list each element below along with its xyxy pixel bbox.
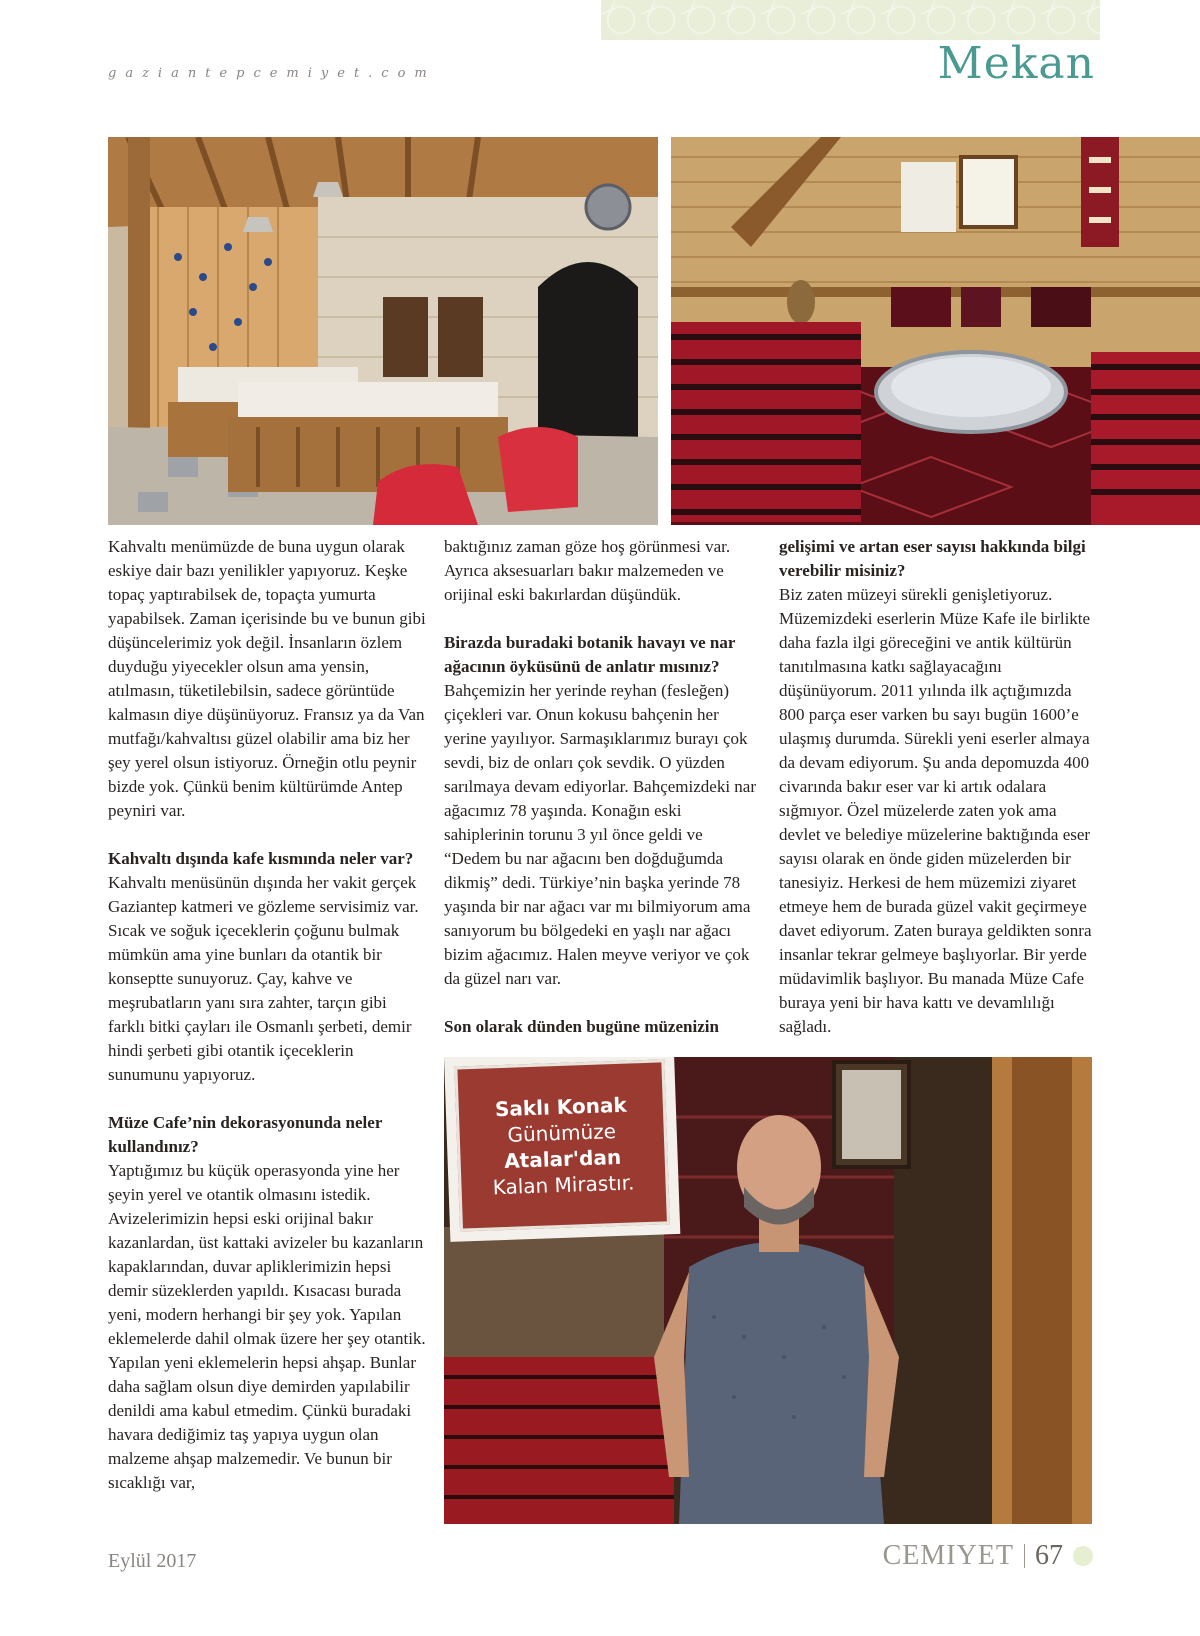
section-title: Mekan [937, 38, 1095, 89]
text-column-3 [779, 535, 1092, 1063]
col1-question-breakfast: Kahvaltı dışında kafe kısmında neler var? [108, 849, 414, 868]
sign-line-1: Saklı Konak [494, 1092, 628, 1121]
issue-date: Eylül 2017 [108, 1550, 197, 1572]
col2-answer-botanic: Bahçemizin her yerinde reyhan (fesleğen) çiçekleri var. Onun kokusu bahçenin her yerine yayılıyor. Sarmaşıklarımız burayı çok sevdi, biz de onları çok sevdik. O yüzden sarılmaya devam ediyorlar. Bahçemizdeki nar ağacımız 78 yaşında. Konağın eski sahiplerinin torunu 3 yıl önce geldi ve “Dedem bu nar ağacını ben doğduğumda dikmiş” dedi. Türkiye’nin başka yerinde 78 yaşında bir nar ağacı var mı bilmiyorum ama sanıyorum bu bölgedeki en yaşlı nar ağacı bizim ağacımız. Halen meyve veriyor ve çok da güzel narı var. [444, 681, 757, 988]
col3-question-museum: gelişimi ve artan eser sayısı hakkında bilgi verebilir misiniz? [779, 537, 1086, 580]
col1-question-decoration: Müze Cafe’nin dekorasyonunda neler kullandınız? [108, 1113, 383, 1156]
col2-question-museum: Son olarak dünden bugüne müzenizin [444, 1017, 719, 1036]
col3-answer-museum: Biz zaten müzeyi sürekli genişletiyoruz. Müzemizdeki eserlerin Müze Kafe ile birlikte daha fazla ilgi göreceğini ve antik kültürün tanıtılmasına katkı sağlayacağını düşünüyorum. 2011 yılında ilk açtığımızda 800 parça eser varken bu sayı bugün 1600’e ulaşmış durumda. Sürekli yeni eserler almaya da devam ediyorum. Şu anda depomuzda 400 civarında bakır eser var ki artık odalara sığmıyor. Özel müzelerde zaten yok ama devlet ve belediye müzelerine baktığında eser sayısı olarak en önde giden müzelerden bir tanesiyiz. Herkesi de hem müzemizi ziyaret etmeye hem de burada güzel vakit geçirmeye davet ediyorum. Zaten buraya geldikten sonra insanlar tekrar gelmeye başlıyorlar. Bir yerde müdavimlik başlıyor. Bu manada Müze Cafe buraya yeni bir hava kattı ve devamlılığı sağladı. [779, 585, 1092, 1036]
cafe-patio-photo [108, 137, 658, 525]
sign-line-3: Atalar'dan [503, 1144, 622, 1173]
magazine-brand: CEMIYET [882, 1540, 1014, 1571]
sign-photo-frame [444, 1057, 680, 1242]
col1-paragraph: Kahvaltı menümüzde de buna uygun olarak eskiye dair bazı yenilikler yapıyoruz. Keşke topaç yaptırabilsek de, topaçta yumurta yapabilsek. Zaman içerisinde bu ve bunun gibi düşüncelerimiz yok değil. İnsanların özlem duyduğu yiyecekler olsun ama yensin, atılmasın, tüketilebilsin, sadece görüntüde kalmasın diye düşünüyoruz. Fransız ya da Van mutfağı/kahvaltısı güzel olabilir ama biz her şey yerel olsun istiyoruz. Örneğin otlu peynir bizde yok. Çünkü benim kültürümde Antep peyniri var. [108, 537, 426, 820]
col1-answer-decoration: Yaptığımız bu küçük operasyonda yine her şeyin yerel ve otantik olmasını istedik. Avizelerimizin hepsi eski orijinal bakır kazanlardan, üst kattaki avizeler bu kazanların kapaklarından, duvar apliklerimizin hepsi demir süzeklerden yapıldı. Kısacası burada yeni, modern herhangi bir şey yok. Yapılan eklemelerde dahil olmak üzere her şey otantik. Yapılan yeni eklemelerin hepsi ahşap. Bunlar daha sağlam olsun diye demirden yapılabilir denildi ama kabul etmedim. Çünkü buradaki havara dediğimiz taş yapıya uygun olan malzeme ahşap malzemedir. Ve bunun bir sıcaklığı var, [108, 1161, 426, 1492]
page-number: 67 [1035, 1540, 1063, 1571]
owner-portrait-photo [444, 1057, 1092, 1524]
decorative-dot-icon [1073, 1546, 1093, 1566]
col2-paragraph: baktığınız zaman göze hoş görünmesi var. Ayrıca aksesuarları bakır malzemeden ve orijinal eski bakırlardan düşündük. [444, 537, 731, 604]
site-url: gaziantepcemiyet.com [108, 66, 436, 81]
footer-brand-block [883, 1540, 1093, 1572]
sign-line-2: Günümüze [507, 1118, 617, 1147]
text-column-2 [444, 535, 757, 1063]
sign-board [454, 1059, 670, 1231]
footer-divider [1024, 1544, 1025, 1568]
text-column-1 [108, 535, 426, 1519]
col1-answer-breakfast: Kahvaltı menüsünün dışında her vakit gerçek Gaziantep katmeri ve gözleme servisimiz var. Sıcak ve soğuk içeceklerin çoğunu bulmak mümkün ama yine bunları da otantik bir konseptte sunuyoruz. Çay, kahve ve meşrubatların yanı sıra zahter, tarçın gibi farklı bitki çayları ile Osmanlı şerbeti, demir hindi şerbeti gibi otantik içeceklerin sunumunu yapıyoruz. [108, 873, 419, 1084]
header-pattern-band [601, 0, 1100, 40]
col2-question-botanic: Birazda buradaki botanik havayı ve nar ağacının öyküsünü de anlatır mısınız? [444, 633, 736, 676]
sign-line-4: Kalan Mirastır. [492, 1169, 635, 1199]
sedir-room-photo [671, 137, 1200, 525]
